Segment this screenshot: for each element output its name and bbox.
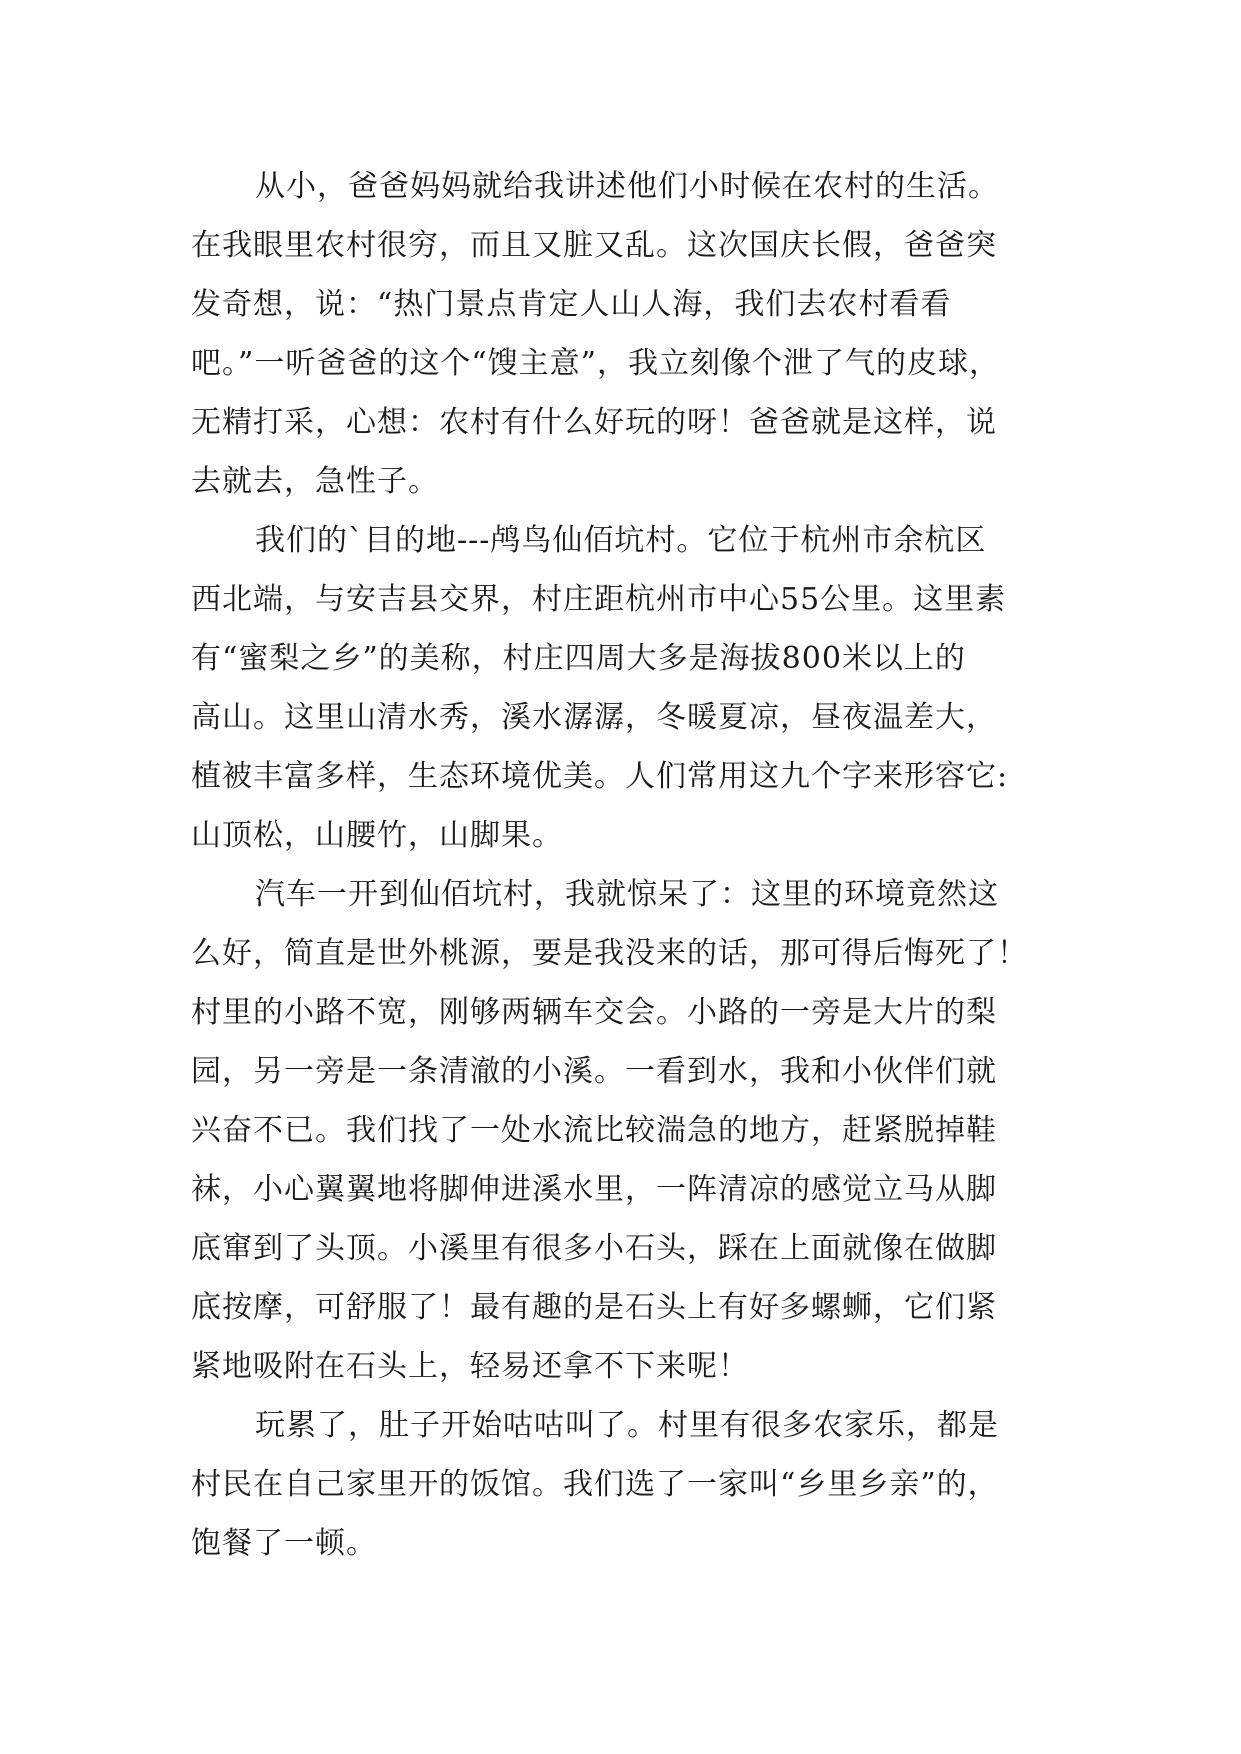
text-line: 么好，简直是世外桃源，要是我没来的话，那可得后悔死了！ bbox=[191, 936, 1028, 971]
text-line: 底按摩，可舒服了！最有趣的是石头上有好多螺蛳，它们紧 bbox=[191, 1290, 997, 1325]
text-line: 兴奋不已。我们找了一处水流比较湍急的地方，赶紧脱掉鞋 bbox=[191, 1113, 997, 1148]
body-text bbox=[191, 157, 1071, 1573]
text-line: 我们的`目的地---鸬鸟仙佰坑村。它位于杭州市余杭区 bbox=[255, 523, 987, 558]
text-line: 饱餐了一顿。 bbox=[191, 1526, 377, 1561]
text-line: 紧地吸附在石头上，轻易还拿不下来呢！ bbox=[191, 1349, 749, 1384]
text-line: 在我眼里农村很穷，而且又脏又乱。这次国庆长假，爸爸突 bbox=[191, 228, 997, 263]
text-line: 底窜到了头顶。小溪里有很多小石头，踩在上面就像在做脚 bbox=[191, 1231, 997, 1266]
paragraph-2 bbox=[191, 511, 1071, 865]
text-line: 山顶松，山腰竹，山脚果。 bbox=[191, 818, 563, 853]
text-line: 西北端，与安吉县交界，村庄距杭州市中心55公里。这里素 bbox=[191, 582, 1007, 617]
text-line: 吧。”一听爸爸的这个“馊主意”，我立刻像个泄了气的皮球， bbox=[191, 346, 1001, 381]
text-line: 有“蜜梨之乡”的美称，村庄四周大多是海拔800米以上的 bbox=[191, 641, 966, 676]
text-line: 园，另一旁是一条清澈的小溪。一看到水，我和小伙伴们就 bbox=[191, 1054, 997, 1089]
paragraph-3 bbox=[191, 865, 1071, 1396]
text-line: 汽车一开到仙佰坑村，我就惊呆了：这里的环境竟然这 bbox=[255, 877, 999, 912]
text-line: 去就去，急性子。 bbox=[191, 464, 439, 499]
text-line: 村民在自己家里开的饭馆。我们选了一家叫“乡里乡亲”的， bbox=[191, 1467, 999, 1502]
text-line: 村里的小路不宽，刚够两辆车交会。小路的一旁是大片的梨 bbox=[191, 995, 997, 1030]
text-line: 植被丰富多样，生态环境优美。人们常用这九个字来形容它: bbox=[191, 759, 1009, 794]
text-line: 无精打采，心想：农村有什么好玩的呀！爸爸就是这样，说 bbox=[191, 405, 997, 440]
paragraph-1 bbox=[191, 157, 1071, 511]
text-line: 发奇想，说：“热门景点肯定人山人海，我们去农村看看 bbox=[191, 287, 952, 322]
text-line: 从小，爸爸妈妈就给我讲述他们小时候在农村的生活。 bbox=[255, 169, 999, 204]
paragraph-4 bbox=[191, 1396, 1071, 1573]
text-line: 玩累了，肚子开始咕咕叫了。村里有很多农家乐，都是 bbox=[255, 1408, 999, 1443]
text-line: 高山。这里山清水秀，溪水潺潺，冬暖夏凉，昼夜温差大， bbox=[191, 700, 997, 735]
text-line: 袜，小心翼翼地将脚伸进溪水里，一阵清凉的感觉立马从脚 bbox=[191, 1172, 997, 1207]
